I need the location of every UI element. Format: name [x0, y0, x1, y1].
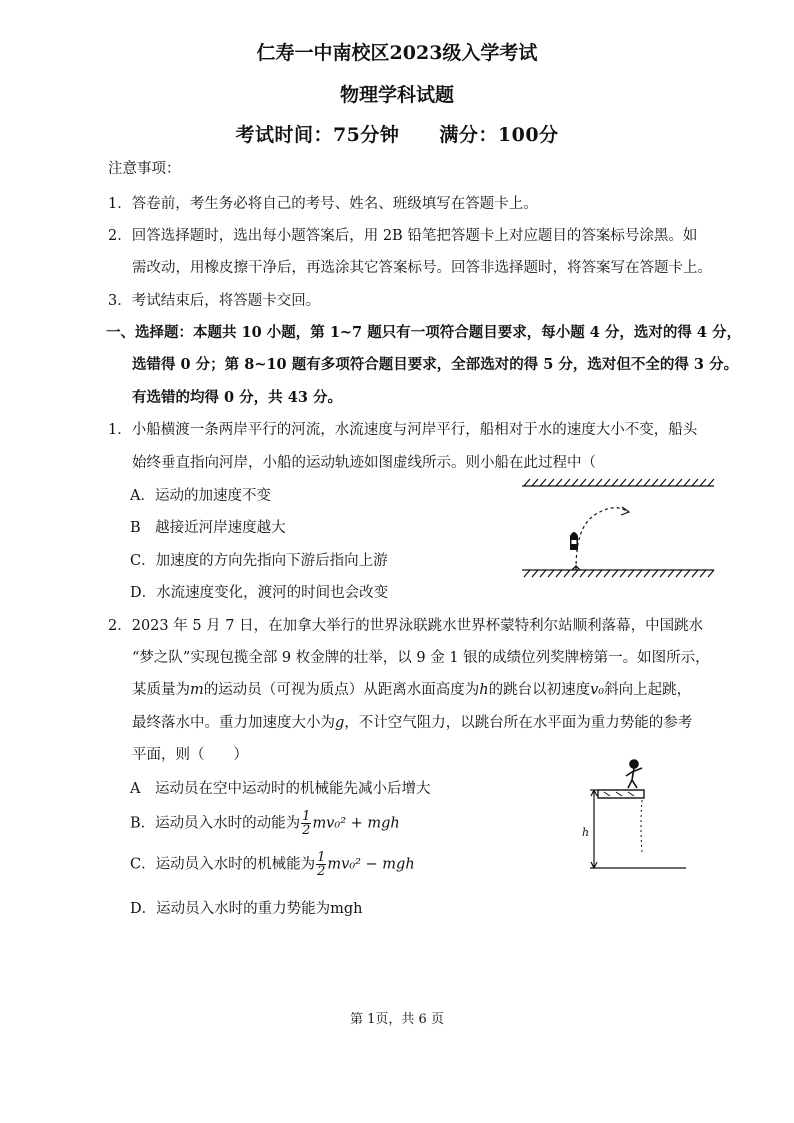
q1-option-d: D．水流速度变化，渡河的时间也会改变 [130, 585, 389, 601]
section1-line-3: 有选错的均得 0 分，共 43 分。 [132, 389, 342, 406]
q2-option-b: B．运动员入水时的动能为 $\frac{1}{2}$ mv₀² + mgh [130, 809, 400, 838]
diving-figure [582, 756, 692, 876]
notice-item-1: 1．答卷前，考生务必将自己的考号、姓名、班级填写在答题卡上。 [108, 196, 538, 212]
diver-icon [626, 760, 642, 788]
section1-line-1: 一、选择题：本题共 10 小题，第 1~7 题只有一项符合题目要求，每小题 4 分，选对的得 4 分， [106, 324, 742, 341]
lower-bank [522, 570, 714, 577]
q1-stem-1: 1．小船横渡一条两岸平行的河流，水流速度与河岸平行，船相对于水的速度大小不变，船头 [108, 422, 698, 438]
exam-title: 仁寿一中南校区2023级入学考试 [256, 42, 538, 64]
q1-option-c: C．加速度的方向先指向下游后指向上游 [130, 553, 388, 569]
q2-stem-1: 2．2023 年 5 月 7 日，在加拿大举行的世界泳联跳水世界杯蒙特利尔站顺利落幕，中国跳水 [108, 618, 704, 634]
q2-stem-3: 某质量为m的运动员（可视为质点）从距离水面高度为h的跳台以初速度v₀斜向上起跳， [132, 682, 692, 698]
exam-time: 考试时间：75分钟 [235, 124, 400, 146]
q1-option-b: B 越接近河岸速度越大 [130, 520, 286, 536]
q2-stem-5: 平面，则（ ） [132, 747, 248, 763]
boat-trajectory [576, 508, 628, 570]
upper-bank [522, 479, 714, 486]
fraction-half: $\frac{1}{2}$ [317, 850, 326, 879]
q2-stem-4: 最终落水中。重力加速度大小为g，不计空气阻力，以跳台所在水平面为重力势能的参考 [132, 715, 693, 731]
q2-option-a: A 运动员在空中运动时的机械能先减小后增大 [130, 781, 431, 797]
section1-line-2: 选错得 0 分；第 8~10 题有多项符合题目要求，全部选对的得 5 分，选对但不全的得 3 分。 [132, 356, 739, 373]
exam-score: 满分：100分 [439, 124, 559, 146]
exam-time-score [0, 120, 794, 147]
q2-stem-2: “梦之队”实现包揽全部 9 枚金牌的壮举，以 9 金 1 银的成绩位列奖牌榜第一。如图所示， [132, 650, 710, 666]
q2-option-c: C．运动员入水时的机械能为 $\frac{1}{2}$ mv₀² − mgh [130, 850, 415, 879]
q1-stem-2: 始终垂直指向河岸，小船的运动轨迹如图虚线所示。则小船在此过程中（ [132, 455, 596, 471]
river-figure [518, 474, 718, 582]
exam-subtitle: 物理学科试题 [339, 84, 454, 106]
page-footer: 第 1页，共 6 页 [350, 1012, 444, 1027]
diving-platform [598, 790, 644, 798]
notice-item-3: 3．考试结束后，将答题卡交回。 [108, 293, 321, 309]
dive-trajectory [641, 800, 642, 852]
q2-option-d: D．运动员入水时的重力势能为mgh [130, 901, 363, 917]
notice-heading: 注意事项： [108, 161, 181, 177]
notice-item-2: 2．回答选择题时，选出每小题答案后，用 2B 铅笔把答题卡上对应题目的答案标号涂黑。如 [108, 228, 698, 244]
notice-item-2-cont: 需改动，用橡皮擦干净后，再选涂其它答案标号。回答非选择题时，将答案写在答题卡上。 [132, 260, 712, 276]
q1-option-a: A．运动的加速度不变 [130, 488, 271, 504]
height-label: h [582, 826, 590, 839]
fraction-half: $\frac{1}{2}$ [302, 809, 311, 838]
trajectory-arrow [621, 507, 629, 515]
